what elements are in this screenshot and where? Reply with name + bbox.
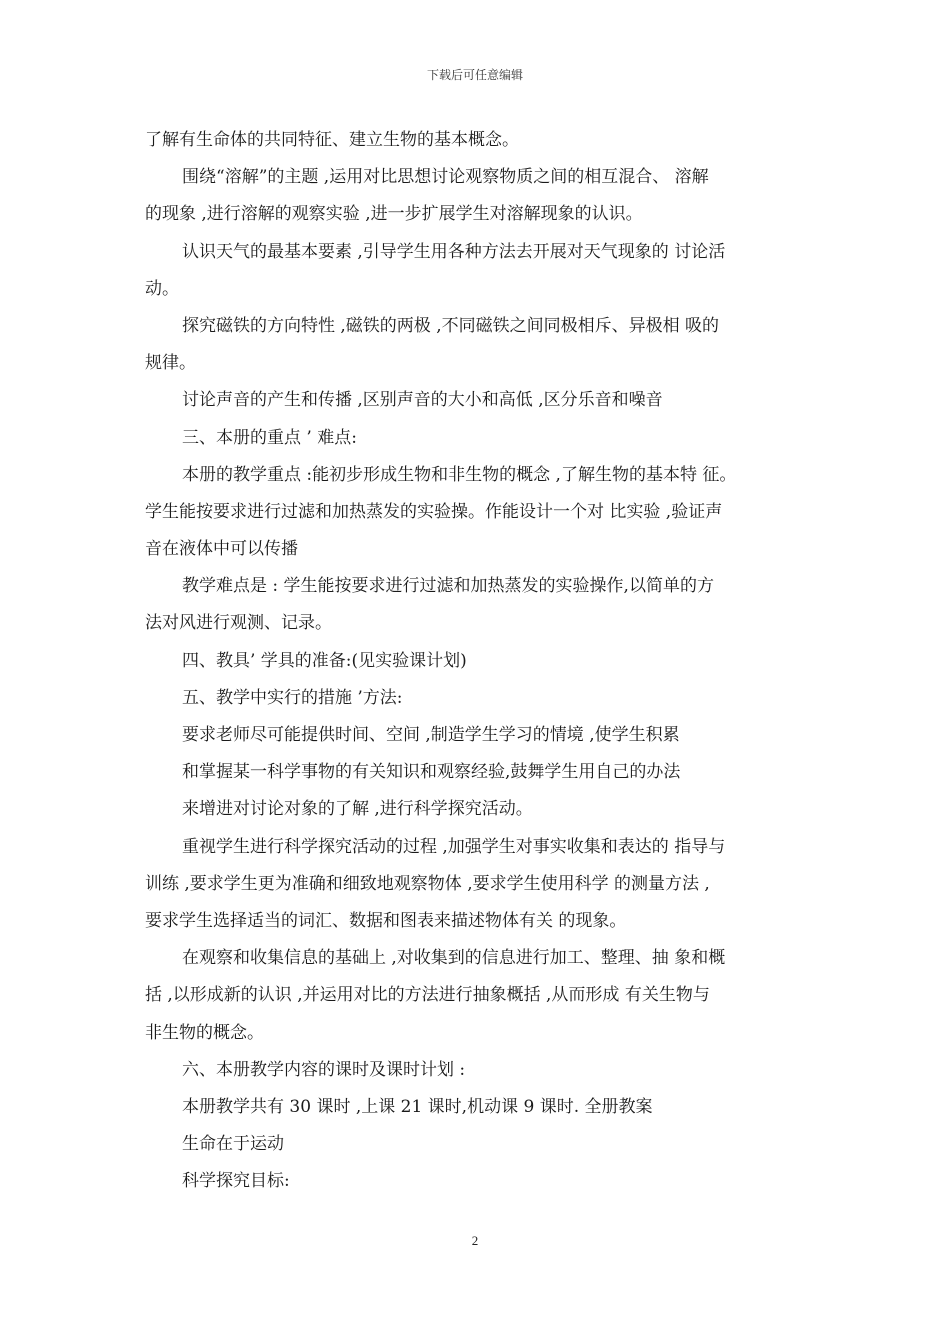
paragraph-line: 来增进对讨论对象的了解 ,进行科学探究活动。 bbox=[182, 799, 533, 820]
paragraph-line: 本册教学共有 30 课时 ,上课 21 课时,机动课 9 课时. 全册教案 bbox=[182, 1096, 653, 1117]
text-line: 的现象 ,进行溶解的观察实验 ,进一步扩展学生对溶解现象的认识。 bbox=[145, 204, 643, 225]
text-line: 动。 bbox=[145, 278, 179, 299]
text-line: 非生物的概念。 bbox=[145, 1022, 264, 1043]
text-line: 学生能按要求进行过滤和加热蒸发的实验操。作能设计一个对 比实验 ,验证声 bbox=[145, 501, 723, 522]
paragraph-line: 认识天气的最基本要素 ,引导学生用各种方法去开展对天气现象的 讨论活 bbox=[182, 241, 726, 262]
text-line: 规律。 bbox=[145, 353, 196, 374]
section-heading: 六、本册教学内容的课时及课时计划 : bbox=[182, 1059, 466, 1080]
paragraph-line: 重视学生进行科学探究活动的过程 ,加强学生对事实收集和表达的 指导与 bbox=[182, 836, 726, 857]
text-line: 要求学生选择适当的词汇、数据和图表来描述物体有关 的现象。 bbox=[145, 910, 627, 931]
paragraph-line: 在观察和收集信息的基础上 ,对收集到的信息进行加工、整理、抽 象和概 bbox=[182, 948, 726, 969]
page-header: 下载后可任意编辑 bbox=[426, 68, 523, 82]
paragraph-line: 教学难点是 : 学生能按要求进行过滤和加热蒸发的实验操作,以简单的方 bbox=[182, 576, 714, 597]
paragraph-line: 本册的教学重点 :能初步形成生物和非生物的概念 ,了解生物的基本特 征。 bbox=[182, 464, 737, 485]
section-heading: 四、教具’ 学具的准备:(见实验课计划) bbox=[182, 650, 467, 671]
document-body bbox=[145, 122, 810, 1200]
text-line: 了解有生命体的共同特征、建立生物的基本概念。 bbox=[145, 130, 519, 150]
subsection-heading: 科学探究目标: bbox=[182, 1171, 290, 1192]
lesson-title: 生命在于运动 bbox=[182, 1134, 284, 1155]
paragraph-line: 围绕“溶解”的主题 ,运用对比思想讨论观察物质之间的相互混合、 溶解 bbox=[182, 167, 709, 188]
paragraph-line: 讨论声音的产生和传播 ,区别声音的大小和高低 ,区分乐音和噪音 bbox=[182, 390, 663, 411]
text-line: 括 ,以形成新的认识 ,并运用对比的方法进行抽象概括 ,从而形成 有关生物与 bbox=[145, 985, 710, 1006]
paragraph-line: 探究磁铁的方向特性 ,磁铁的两极 ,不同磁铁之间同极相斥、异极相 吸的 bbox=[182, 315, 720, 336]
text-line: 法对风进行观测、记录。 bbox=[145, 613, 332, 634]
text-line: 音在液体中可以传播 bbox=[145, 539, 298, 560]
paragraph-line: 要求老师尽可能提供时间、空间 ,制造学生学习的情境 ,使学生积累 bbox=[182, 725, 680, 745]
section-heading: 三、本册的重点 ’ 难点: bbox=[182, 427, 357, 448]
paragraph-line: 和掌握某一科学事物的有关知识和观察经验,鼓舞学生用自己的办法 bbox=[182, 762, 681, 783]
text-line: 训练 ,要求学生更为准确和细致地观察物体 ,要求学生使用科学 的测量方法 , bbox=[145, 873, 710, 894]
page-number: 2 bbox=[471, 1233, 479, 1248]
section-heading: 五、教学中实行的措施 ’方法: bbox=[182, 687, 403, 708]
